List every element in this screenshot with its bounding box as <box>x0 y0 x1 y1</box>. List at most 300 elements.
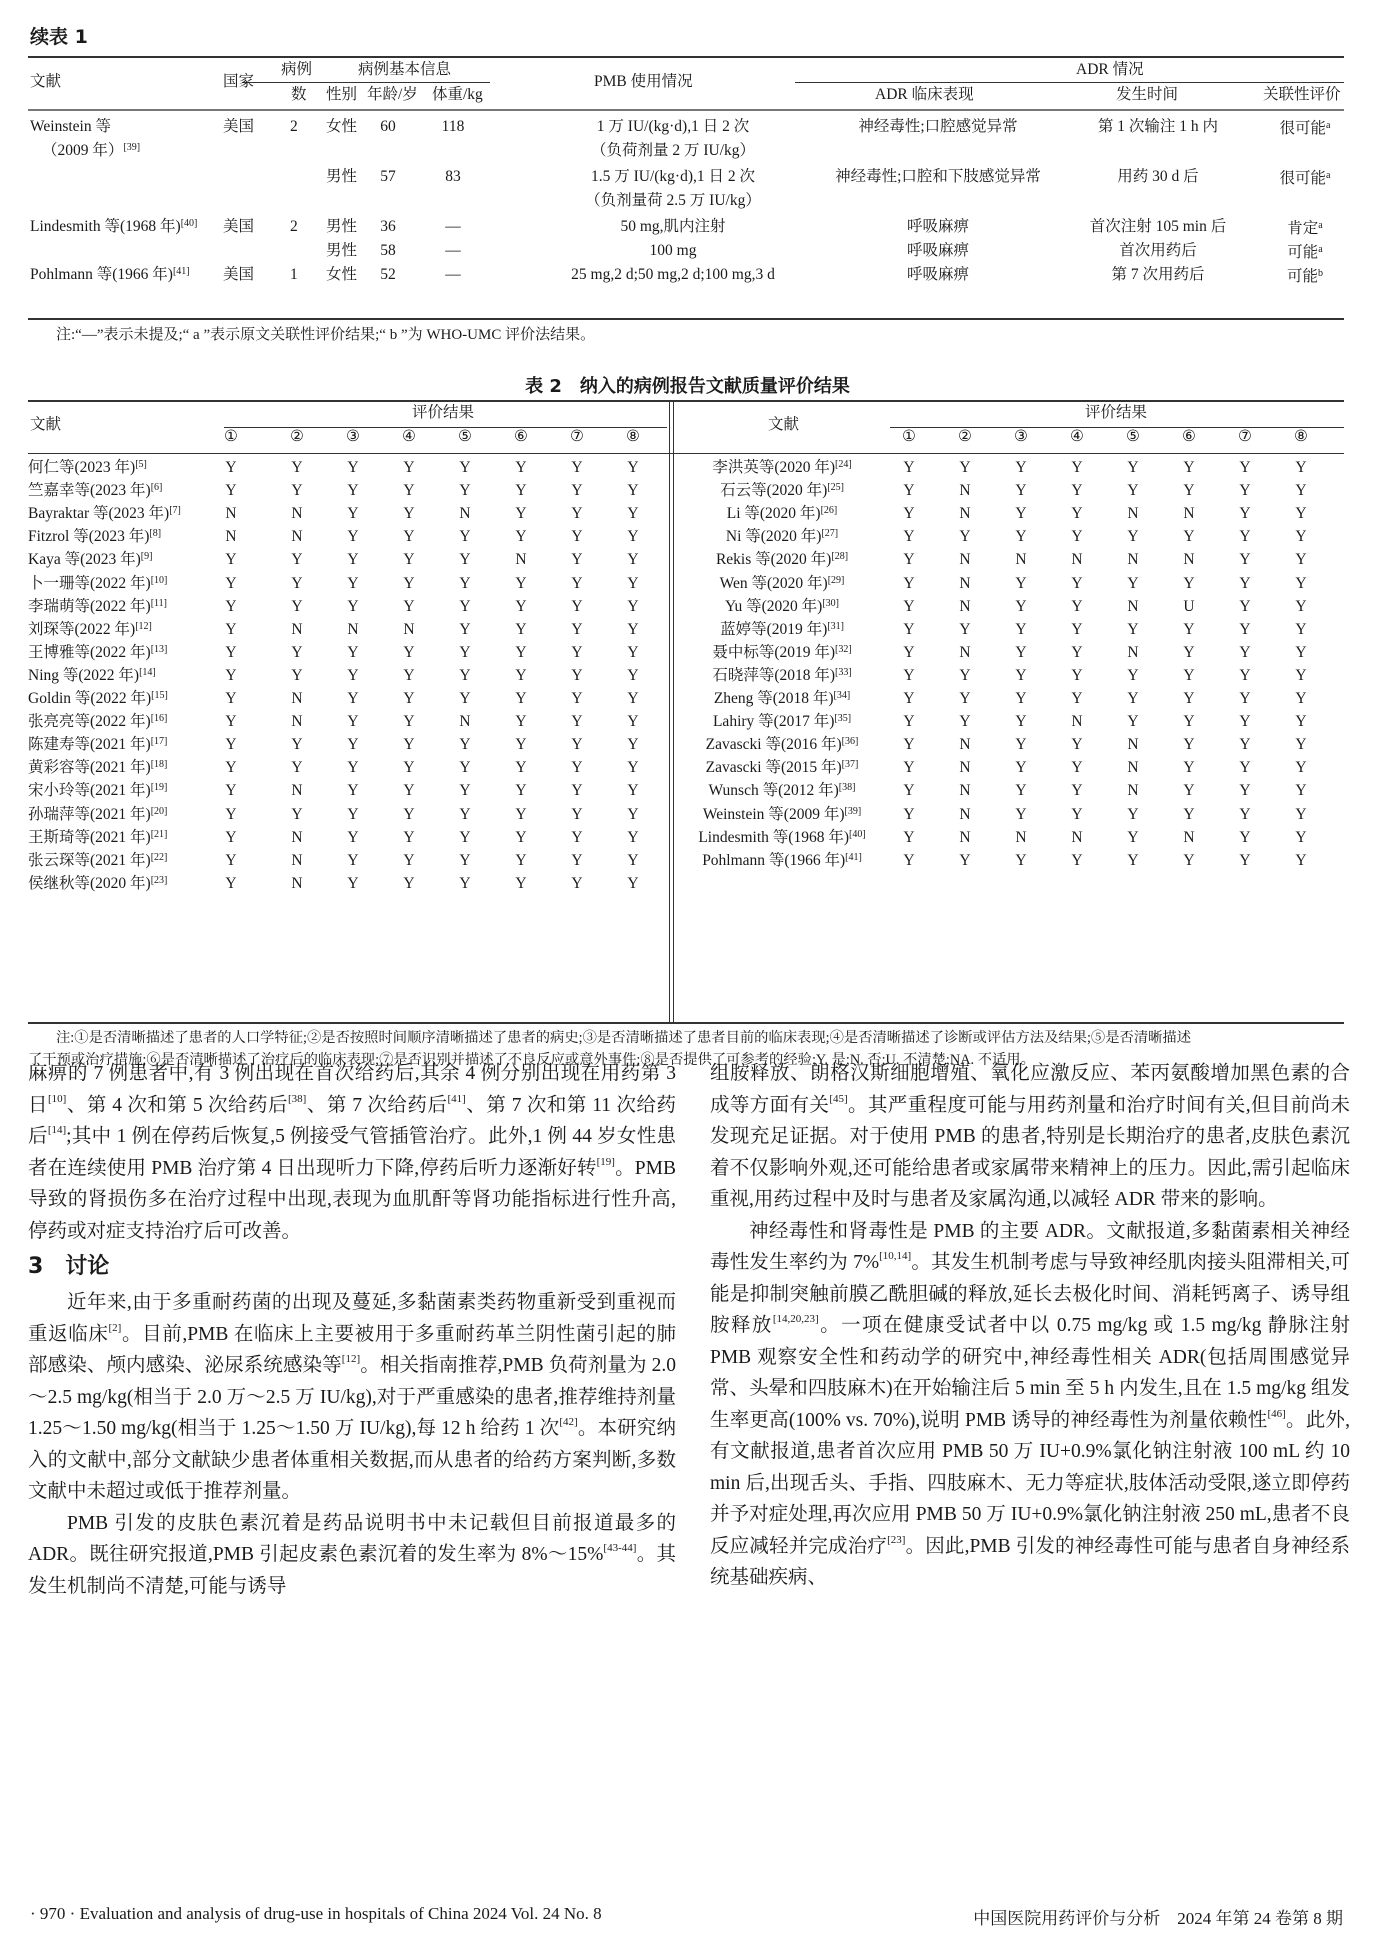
table2-cell-item-1: Y <box>903 690 915 707</box>
table2-cell-literature: 石晓萍等(2018 年)[33] <box>712 666 852 684</box>
table2-cell-item-4: Y <box>1071 528 1083 546</box>
table2-cell-item-4: Y <box>403 574 415 592</box>
table2-cell-item-7: Y <box>1239 459 1251 476</box>
table2-cell-item-1: Y <box>225 713 237 731</box>
table2-cell-item-2: N <box>959 643 971 661</box>
table2-cell-literature: 孙瑞萍等(2021 年)[20] <box>28 805 168 823</box>
table2-cell-item-6: Y <box>1183 528 1195 546</box>
table2-cell-literature: Pohlmann 等(1966 年)[41] <box>702 851 862 869</box>
table1-cell-onset: 首次用药后 <box>1119 242 1197 259</box>
table2-cell-item-3: Y <box>1015 528 1027 546</box>
citation-ref[interactable]: [14,20,23] <box>772 1313 819 1325</box>
table1-cell-weight: 118 <box>441 118 465 135</box>
table2-cell-item-5: N <box>1127 643 1139 661</box>
table2-cell-item-2: N <box>291 828 303 846</box>
table1-cell-country: 美国 <box>223 118 255 135</box>
table1-cell-adr-clinical: 呼吸麻痹 <box>906 266 969 283</box>
table1-header-adr-clinical: ADR 临床表现 <box>875 86 974 103</box>
table1-cell-literature: Pohlmann 等(1966 年)[41] <box>30 266 190 283</box>
table2-cell-item-4: Y <box>1071 851 1083 869</box>
table2-cell-item-3: Y <box>1015 505 1027 523</box>
table2-cell-item-5: Y <box>459 782 471 800</box>
table2-cell-item-8: Y <box>627 828 639 846</box>
table2-cell-item-8: Y <box>627 643 639 661</box>
table2-cell-item-3: Y <box>1015 782 1027 800</box>
table2-cell-item-7: Y <box>1239 690 1251 707</box>
table2-cell-item-8: Y <box>627 459 639 476</box>
citation-ref[interactable]: [41] <box>447 1092 466 1105</box>
table2-cell-item-1: Y <box>225 759 237 777</box>
table2-cell-item-7: Y <box>1239 482 1251 500</box>
table2-row-right <box>0 479 1375 502</box>
table2-cell-item-4: Y <box>403 805 415 823</box>
table2-cell-item-4: Y <box>1071 482 1083 500</box>
table2-cell-item-1: Y <box>903 505 915 523</box>
table1-cell-sex: 女性 <box>326 266 358 283</box>
table2-cell-literature: Wen 等(2020 年)[29] <box>719 574 845 592</box>
table2-cell-item-5: Y <box>1127 482 1139 500</box>
table2-cell-item-6: Y <box>515 666 527 684</box>
table2-cell-item-1: Y <box>225 874 237 892</box>
table1-basic-info-rule <box>242 82 490 83</box>
table2-cell-item-5: Y <box>1127 528 1139 546</box>
table2-row-right <box>0 548 1375 571</box>
table2-cell-item-5: Y <box>1127 666 1139 684</box>
table2-cell-item-1: N <box>225 505 237 523</box>
table2-cell-item-4: Y <box>403 666 415 684</box>
table2-note-line1: 注:①是否清晰描述了患者的人口学特征;②是否按照时间顺序清晰描述了患者的病史;③是否清晰描述了患者目前的临床表现;④是否清晰描述了诊断或评估方法及结果;⑤是否清晰描述 <box>56 1030 1192 1046</box>
table2-cell-item-5: N <box>459 505 471 523</box>
table2-cell-item-5: Y <box>459 736 471 754</box>
table2-cell-item-8: Y <box>627 620 639 638</box>
table2-cell-item-5: N <box>1127 551 1139 569</box>
table1-cell-weight: — <box>445 242 461 259</box>
table2-cell-item-7: Y <box>571 805 583 823</box>
table2-cell-item-2: Y <box>291 759 303 777</box>
table1-header-onset: 发生时间 <box>1116 86 1179 103</box>
table1-cell-onset: 第 7 次用药后 <box>1111 266 1205 283</box>
table2-cell-item-2: N <box>959 759 971 777</box>
body-left-paragraph-2: 近年来,由于多重耐药菌的出现及蔓延,多黏菌素类药物重新受到重视而重返临床[2]。目前,PMB 在临床上主要被用于多重耐药革兰阴性菌引起的肺部感染、颅内感染、泌尿系统感染等[12]。相关指南推荐,PMB 负荷剂量为 2.0～2.5 mg/kg(相当于 2.0 万～2.5 万 IU/kg),对于严重感染的患者,推荐维持剂量 1.25～1.50 mg/kg(相当于 1.25～1.50 万 IU/kg),每 12 h 给药 1 次[42]。本研究纳入的文献中,部分文献缺少患者体重相关数据,而从患者的给药方案判断,多数文献中未超过或低于推荐剂量。 <box>28 1292 676 1502</box>
table2-cell-literature: Goldin 等(2022 年)[15] <box>28 690 168 707</box>
table2-cell-item-6: Y <box>1183 574 1195 592</box>
table2-cell-item-7: Y <box>571 736 583 754</box>
table2-cell-item-5: Y <box>1127 851 1139 869</box>
table2-cell-item-8: Y <box>627 666 639 684</box>
table2-cell-item-6: N <box>1183 828 1195 846</box>
table2-item-header-left-7: ⑦ <box>570 428 584 445</box>
table2-cell-item-4: Y <box>403 505 415 523</box>
table2-cell-item-6: Y <box>515 482 527 500</box>
table2-cell-literature: 宋小玲等(2021 年)[19] <box>28 782 168 800</box>
table2-cell-literature: 聂中标等(2019 年)[32] <box>712 643 852 661</box>
table2-cell-item-8: Y <box>1295 551 1307 569</box>
table1-header-country: 国家 <box>223 73 255 90</box>
table2-cell-item-4: Y <box>403 643 415 661</box>
table2-cell-item-1: Y <box>225 551 237 569</box>
table1-cell-usage: 50 mg,肌内注射 <box>620 218 726 235</box>
citation-ref[interactable]: [10,14] <box>879 1250 912 1262</box>
table2-cell-item-8: Y <box>627 597 639 615</box>
table2-cell-item-1: Y <box>903 713 915 731</box>
table2-cell-item-7: Y <box>1239 736 1251 754</box>
table2-cell-item-2: N <box>291 851 303 869</box>
table1-cell-usage: 25 mg,2 d;50 mg,2 d;100 mg,3 d <box>571 266 775 283</box>
table2-row-right <box>0 525 1375 548</box>
citation-ref[interactable]: [43-44] <box>603 1542 637 1554</box>
table2-cell-item-7: Y <box>1239 620 1251 638</box>
table1-cell-onset: 首次注射 105 min 后 <box>1089 218 1227 235</box>
table2-cell-item-2: N <box>959 505 971 523</box>
table2-cell-item-4: Y <box>1071 505 1083 523</box>
table1-header-cases-top: 病例 <box>281 61 313 78</box>
table2-cell-item-1: Y <box>225 828 237 846</box>
table2-cell-item-1: Y <box>903 736 915 754</box>
table2-cell-item-6: Y <box>1183 736 1195 754</box>
table2-cell-item-2: Y <box>959 690 971 707</box>
table2-cell-item-7: Y <box>571 713 583 731</box>
table1-bottom-rule <box>28 318 1344 320</box>
table2-cell-item-6: Y <box>1183 782 1195 800</box>
table2-cell-item-4: Y <box>403 736 415 754</box>
table2-cell-item-7: Y <box>571 690 583 707</box>
table2-cell-item-8: Y <box>1295 759 1307 777</box>
table2-cell-item-6: Y <box>1183 482 1195 500</box>
table2-cell-item-3: Y <box>1015 736 1027 754</box>
table2-cell-item-8: Y <box>1295 782 1307 800</box>
citation-ref[interactable]: [12] <box>341 1353 361 1365</box>
table2-cell-item-6: Y <box>515 690 527 707</box>
table2-item-header-right-7: ⑦ <box>1238 428 1252 445</box>
table2-cell-item-6: Y <box>1183 690 1195 707</box>
body-right-paragraph-1: 组胺释放、朗格汉斯细胞增殖、氧化应激反应、苯丙氨酸增加黑色素的合成等方面有关[45]。其严重程度可能与用药剂量和治疗时间有关,但目前尚未发现充足证据。对于使用 PMB 的患者,特别是长期治疗的患者,皮肤色素沉着不仅影响外观,还可能给患者或家属带来精神上的压力。因此,需引起临床重视,用药过程中及时与患者及家属沟通,以减轻 ADR 带来的影响。 <box>710 1063 1350 1210</box>
table2-cell-item-2: N <box>959 828 971 846</box>
table2-item-header-left-1: ① <box>224 428 238 445</box>
table2-cell-item-1: Y <box>225 574 237 592</box>
table2-cell-item-2: N <box>959 782 971 800</box>
table2-cell-literature: Wunsch 等(2012 年)[38] <box>708 782 856 800</box>
table1-cell-weight: — <box>445 266 461 283</box>
table2-cell-item-7: Y <box>571 551 583 569</box>
table2-cell-item-8: Y <box>1295 597 1307 615</box>
table2-cell-item-4: Y <box>403 528 415 546</box>
table2-cell-item-1: Y <box>903 782 915 800</box>
table2-cell-item-3: Y <box>347 574 359 592</box>
table2-cell-item-1: Y <box>903 643 915 661</box>
table2-cell-item-3: Y <box>347 505 359 523</box>
table1-cell-cases: 2 <box>290 118 298 135</box>
table2-cell-literature: Fitzrol 等(2023 年)[8] <box>28 528 162 546</box>
table2-row-left <box>0 872 1375 895</box>
table1-cell-causality: 很可能$^a$ <box>1279 170 1331 187</box>
table1-cell-adr-clinical: 神经毒性;口腔感觉异常 <box>858 118 1018 135</box>
table2-cell-item-3: Y <box>1015 620 1027 638</box>
table2-cell-item-4: Y <box>403 828 415 846</box>
table2-cell-item-5: Y <box>1127 828 1139 846</box>
table2-item-header-left-5: ⑤ <box>458 428 472 445</box>
table2-cell-item-7: Y <box>571 828 583 846</box>
footer-journal-en: · 970 · Evaluation and analysis of drug-use in hospitals of China 2024 Vol. 24 No. 8 <box>30 1904 602 1923</box>
table2-cell-literature: Bayraktar 等(2023 年)[7] <box>28 505 181 523</box>
table2-row-right <box>0 733 1375 756</box>
table2-cell-item-5: Y <box>459 643 471 661</box>
table2-cell-item-6: Y <box>515 736 527 754</box>
table2-cell-item-1: N <box>225 528 237 546</box>
table1-cell-sex: 女性 <box>326 118 358 135</box>
table2-cell-item-2: Y <box>291 551 303 569</box>
table2-cell-item-1: Y <box>903 597 915 615</box>
table2-cell-item-2: Y <box>959 713 971 731</box>
table2-cell-literature: 李瑞萌等(2022 年)[11] <box>28 597 167 615</box>
table2-cell-literature: 张云琛等(2021 年)[22] <box>28 851 168 869</box>
table2-note-line2: 了干预或治疗措施;⑥是否清晰描述了治疗后的临床表现;⑦是否识别并描述了不良反应或意外事件;⑧是否提供了可参考的经验;Y. 是;N. 否;U. 不清楚;NA. 不适用。 <box>28 1052 1035 1068</box>
table2-item-header-right-3: ③ <box>1014 428 1028 445</box>
table2-cell-item-6: Y <box>515 505 527 523</box>
table2-cell-item-8: Y <box>627 874 639 892</box>
table2-row-right <box>0 803 1375 826</box>
table2-cell-item-3: Y <box>347 828 359 846</box>
table2-cell-item-3: Y <box>1015 713 1027 731</box>
table2-cell-literature: 刘琛等(2022 年)[12] <box>28 620 152 638</box>
table2-cell-item-5: Y <box>459 828 471 846</box>
table1-note <box>56 323 595 344</box>
table2-cell-literature: Lindesmith 等(1968 年)[40] <box>698 828 866 846</box>
table2-header-result-left: 评价结果 <box>412 404 475 421</box>
table2-cell-item-2: Y <box>959 851 971 869</box>
table2-cell-item-4: Y <box>1071 643 1083 661</box>
table1-cell-literature-year: （2009 年）[39] <box>42 142 141 159</box>
table2-cell-item-8: Y <box>627 551 639 569</box>
table2-cell-item-3: N <box>1015 828 1027 846</box>
table2-cell-item-5: N <box>1127 782 1139 800</box>
table1-cell-country: 美国 <box>223 218 255 235</box>
table1-header-rule <box>28 109 1344 111</box>
table2-cell-item-5: Y <box>459 574 471 592</box>
table2-cell-item-1: Y <box>225 736 237 754</box>
table2-cell-item-4: Y <box>403 874 415 892</box>
table2-item-header-right-8: ⑧ <box>1294 428 1308 445</box>
table2-cell-literature: 陈建寿等(2021 年)[17] <box>28 736 168 754</box>
table2-cell-item-2: Y <box>291 805 303 823</box>
table2-row-right <box>0 849 1375 872</box>
table2-row-right <box>0 710 1375 733</box>
table2-cell-item-1: Y <box>225 782 237 800</box>
table2-item-header-left-3: ③ <box>346 428 360 445</box>
table2-cell-literature: Zavascki 等(2016 年)[36] <box>705 736 859 754</box>
table2-cell-item-2: N <box>291 690 303 707</box>
table2-cell-literature: Lahiry 等(2017 年)[35] <box>712 713 852 731</box>
citation-ref[interactable]: [10] <box>48 1092 67 1105</box>
table2-cell-item-5: Y <box>459 805 471 823</box>
table2-cell-item-3: Y <box>347 528 359 546</box>
table2-cell-item-1: Y <box>903 828 915 846</box>
table2-row-right <box>0 756 1375 779</box>
table2-cell-item-6: Y <box>515 828 527 846</box>
table2-cell-item-4: Y <box>1071 666 1083 684</box>
table2-cell-item-6: Y <box>515 874 527 892</box>
table2-cell-item-3: Y <box>347 713 359 731</box>
table1-cell-age: 60 <box>380 118 396 135</box>
table2-cell-item-7: Y <box>571 666 583 684</box>
table2-cell-item-5: Y <box>459 528 471 546</box>
table1-header-causality: 关联性评价 <box>1263 86 1341 103</box>
table2-cell-item-6: Y <box>515 782 527 800</box>
table2-cell-item-4: Y <box>1071 805 1083 823</box>
table2-row-right <box>0 687 1375 710</box>
citation-ref[interactable]: [38] <box>288 1092 307 1105</box>
citation-ref[interactable]: [42] <box>559 1416 578 1428</box>
table2-cell-item-7: Y <box>571 782 583 800</box>
table2-cell-item-7: Y <box>571 643 583 661</box>
table2-cell-item-4: Y <box>1071 736 1083 754</box>
table2-cell-item-6: Y <box>1183 759 1195 777</box>
table2-cell-item-8: Y <box>627 574 639 592</box>
table2-cell-item-1: Y <box>225 482 237 500</box>
table2-cell-literature: 黄彩容等(2021 年)[18] <box>28 759 168 777</box>
table1-caption: 续表 1 <box>30 26 88 48</box>
table2-cell-item-6: N <box>515 551 527 569</box>
table2-item-header-right-4: ④ <box>1070 428 1084 445</box>
table2-cell-item-2: Y <box>291 643 303 661</box>
table2-cell-item-1: Y <box>903 851 915 869</box>
table2-cell-item-3: Y <box>1015 574 1027 592</box>
citation-ref[interactable]: [23] <box>887 1533 906 1546</box>
table2-cell-item-2: N <box>291 713 303 731</box>
table2-cell-item-6: Y <box>1183 459 1195 476</box>
table1-header-cases-bottom: 数 <box>291 86 307 103</box>
citation-ref[interactable]: [2] <box>108 1321 122 1334</box>
table2-cell-item-2: Y <box>959 666 971 684</box>
body-left-paragraph-1: 麻痹的 7 例患者中,有 3 例出现在首次给药后,其余 4 例分别出现在用药第 3 日[10]、第 4 次和第 5 次给药后[38]、第 7 次给药后[41]、第 7 次和第 11 次给药后[14];其中 1 例在停药后恢复,5 例接受气管插管治疗。此外,1 例 44 岁女性患者在连续使用 PMB 治疗第 4 日出现听力下降,停药后听力逐渐好转[19]。PMB 导致的肾损伤多在治疗过程中出现,表现为血肌酐等肾功能指标进行性升高,停药或对症支持治疗后可改善。 <box>28 1063 676 1242</box>
table2-cell-item-1: Y <box>903 666 915 684</box>
table2-cell-item-1: Y <box>225 805 237 823</box>
table2-cell-literature: 卜一珊等(2022 年)[10] <box>28 574 168 592</box>
table1-header-adr: ADR 情况 <box>1076 61 1144 78</box>
table2-cell-item-2: Y <box>291 736 303 754</box>
table2-cell-item-7: Y <box>571 459 583 476</box>
table2-cell-item-3: Y <box>347 736 359 754</box>
table2-cell-item-3: Y <box>1015 643 1027 661</box>
table2-cell-item-2: Y <box>959 528 971 546</box>
table2-cell-item-7: Y <box>571 597 583 615</box>
table1-cell-sex: 男性 <box>326 242 358 259</box>
table1-cell-usage: 1 万 IU/(kg·d),1 日 2 次 <box>596 118 750 135</box>
table2-cell-item-4: N <box>403 620 415 638</box>
table2-cell-literature: 何仁等(2023 年)[5] <box>28 459 147 476</box>
table2-cell-literature: Zavascki 等(2015 年)[37] <box>705 759 859 777</box>
table2-cell-item-6: Y <box>515 574 527 592</box>
body-left-column <box>28 1058 676 1602</box>
table2-cell-item-7: Y <box>1239 713 1251 731</box>
table2-bottom-rule <box>28 1022 1344 1024</box>
table2-cell-item-3: Y <box>347 482 359 500</box>
table2-cell-item-3: Y <box>347 666 359 684</box>
table2-cell-item-1: Y <box>903 482 915 500</box>
table2-cell-item-5: Y <box>1127 574 1139 592</box>
table2-cell-item-7: Y <box>1239 759 1251 777</box>
table2-cell-item-5: Y <box>459 597 471 615</box>
table1-cell-literature: Weinstein 等 <box>30 118 111 135</box>
table2-cell-item-1: Y <box>903 759 915 777</box>
table2-cell-item-3: Y <box>347 690 359 707</box>
table2-row-right <box>0 595 1375 618</box>
table2-cell-item-8: Y <box>1295 505 1307 523</box>
table1-cell-cases: 2 <box>290 218 298 235</box>
table2-cell-item-7: Y <box>571 874 583 892</box>
table2-row-right <box>0 641 1375 664</box>
table2-cell-item-3: Y <box>347 851 359 869</box>
table2-cell-item-5: Y <box>1127 459 1139 476</box>
table2-cell-item-5: Y <box>459 666 471 684</box>
table2-cell-item-2: N <box>959 597 971 615</box>
table1-cell-sex: 男性 <box>326 218 358 235</box>
table2-cell-item-1: Y <box>225 851 237 869</box>
citation-ref[interactable]: [46] <box>1267 1407 1286 1420</box>
table1-header-weight: 体重/kg <box>432 86 483 103</box>
table2-cell-item-4: Y <box>1071 597 1083 615</box>
citation-ref[interactable]: [45] <box>829 1092 848 1105</box>
table2-cell-item-6: Y <box>1183 805 1195 823</box>
body-right-column <box>710 1058 1350 1594</box>
table2-cell-item-6: Y <box>1183 666 1195 684</box>
table2-cell-item-6: Y <box>1183 620 1195 638</box>
table2-cell-item-7: Y <box>1239 597 1251 615</box>
table2-cell-item-3: Y <box>347 782 359 800</box>
table2-cell-item-5: N <box>1127 736 1139 754</box>
table1-cell-causality: 很可能$^a$ <box>1279 120 1331 137</box>
table2-cell-item-5: N <box>1127 505 1139 523</box>
table2-cell-item-7: Y <box>571 759 583 777</box>
table2-cell-item-5: Y <box>459 482 471 500</box>
table2-cell-item-7: Y <box>1239 805 1251 823</box>
table2-cell-literature: Yu 等(2020 年)[30] <box>725 597 839 615</box>
table2-cell-item-4: Y <box>403 597 415 615</box>
table2-cell-item-1: Y <box>903 459 915 476</box>
table1-cell-onset: 第 1 次输注 1 h 内 <box>1097 118 1219 135</box>
table2-cell-item-7: Y <box>571 620 583 638</box>
table1-adr-rule <box>795 82 1344 83</box>
table2-cell-item-4: N <box>1071 828 1083 846</box>
table2-item-header-right-2: ② <box>958 428 972 445</box>
table2-cell-item-1: Y <box>903 528 915 546</box>
table2-cell-item-6: Y <box>515 713 527 731</box>
table1-cell-age: 36 <box>380 218 396 235</box>
table2-cell-item-5: N <box>459 713 471 731</box>
citation-ref[interactable]: [19] <box>596 1155 615 1168</box>
table2-cell-item-2: N <box>291 528 303 546</box>
table2-cell-item-1: Y <box>225 643 237 661</box>
table2-row-right <box>0 779 1375 802</box>
table2-cell-item-4: Y <box>1071 690 1083 707</box>
table2-cell-item-7: Y <box>1239 574 1251 592</box>
table2-cell-item-2: Y <box>291 574 303 592</box>
table2-cell-item-8: Y <box>1295 713 1307 731</box>
table1-cell-causality: 肯定$^a$ <box>1287 220 1323 237</box>
table1-cell-usage-note: （负荷剂量 2 万 IU/kg） <box>590 142 756 159</box>
table1-cell-cases: 1 <box>290 266 298 283</box>
table2-cell-item-3: Y <box>1015 851 1027 869</box>
table1-header-age: 年龄/岁 <box>367 86 418 103</box>
table2-cell-item-5: Y <box>459 759 471 777</box>
table2-cell-item-6: Y <box>515 597 527 615</box>
table2-row-right <box>0 826 1375 849</box>
table2-cell-item-5: Y <box>459 459 471 476</box>
table2-cell-item-4: N <box>1071 713 1083 731</box>
citation-ref[interactable]: [14] <box>47 1124 67 1136</box>
table2-cell-item-7: Y <box>1239 828 1251 846</box>
table2-cell-literature: 王博雅等(2022 年)[13] <box>28 643 168 661</box>
table1-cell-age: 58 <box>380 242 396 259</box>
